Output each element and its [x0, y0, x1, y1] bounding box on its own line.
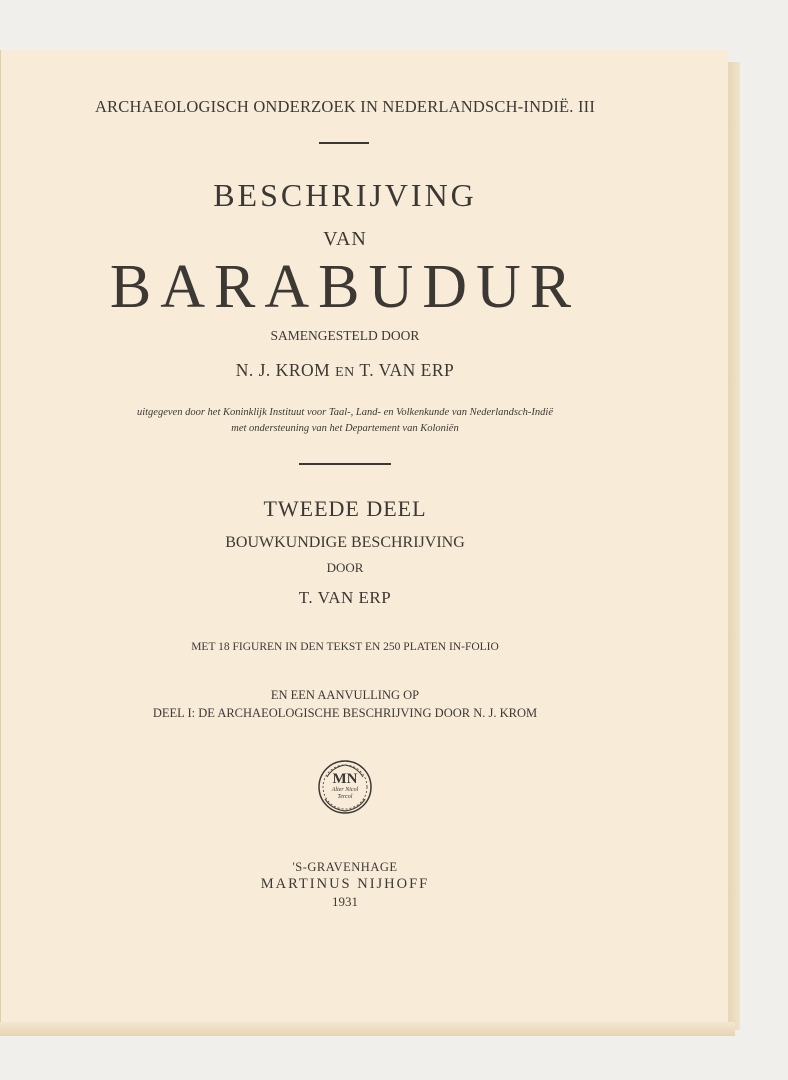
publisher-note-line-2: met ondersteuning van het Departement van Koloniën — [231, 423, 459, 434]
authors-conjunction: EN — [335, 365, 355, 380]
page-bottom-edge — [0, 1022, 735, 1036]
imprint-place: 'S-GRAVENHAGE — [292, 860, 398, 874]
printer-mark-motto-2: Tercol — [337, 794, 353, 800]
title-page — [0, 50, 728, 1030]
main-title: BARABUDUR — [109, 253, 581, 321]
publisher-note-line-1: uitgegeven door het Koninklijk Instituut voor Taal-, Land- en Volkenkunde van Nederlandsch-Indië — [136, 407, 554, 418]
compiled-by: SAMENGESTELD DOOR — [270, 328, 420, 343]
imprint-year: 1931 — [332, 894, 358, 909]
author-krom: N. J. KROM — [235, 360, 331, 380]
divider-short — [319, 142, 369, 144]
divider-long — [299, 463, 391, 465]
title-line-2: VAN — [323, 228, 367, 250]
series-title: ARCHAEOLOGISCH ONDERZOEK IN NEDERLANDSCH-INDIË. III — [94, 97, 596, 116]
part-title: TWEEDE DEEL — [263, 496, 427, 521]
figures-note: MET 18 FIGUREN IN DEN TEKST EN 250 PLATEN IN-FOLIO — [191, 641, 499, 653]
printer-mark-motto-1: Alter Nicol — [331, 787, 359, 793]
author-van-erp: T. VAN ERP — [359, 360, 455, 380]
supplement-line-1: EN EEN AANVULLING OP — [270, 688, 420, 702]
part-author: T. VAN ERP — [298, 588, 392, 607]
printer-mark-monogram: MN — [332, 771, 358, 787]
part-by: DOOR — [326, 560, 364, 575]
part-subtitle: BOUWKUNDIGE BESCHRIJVING — [225, 534, 465, 551]
imprint-publisher: MARTINUS NIJHOFF — [260, 876, 430, 892]
printer-mark-icon — [317, 759, 373, 815]
authors — [0, 360, 690, 381]
title-line-1: BESCHRIJVING — [213, 177, 477, 213]
supplement-line-2: DEEL I: DE ARCHAEOLOGISCHE BESCHRIJVING DOOR N. J. KROM — [152, 706, 538, 720]
